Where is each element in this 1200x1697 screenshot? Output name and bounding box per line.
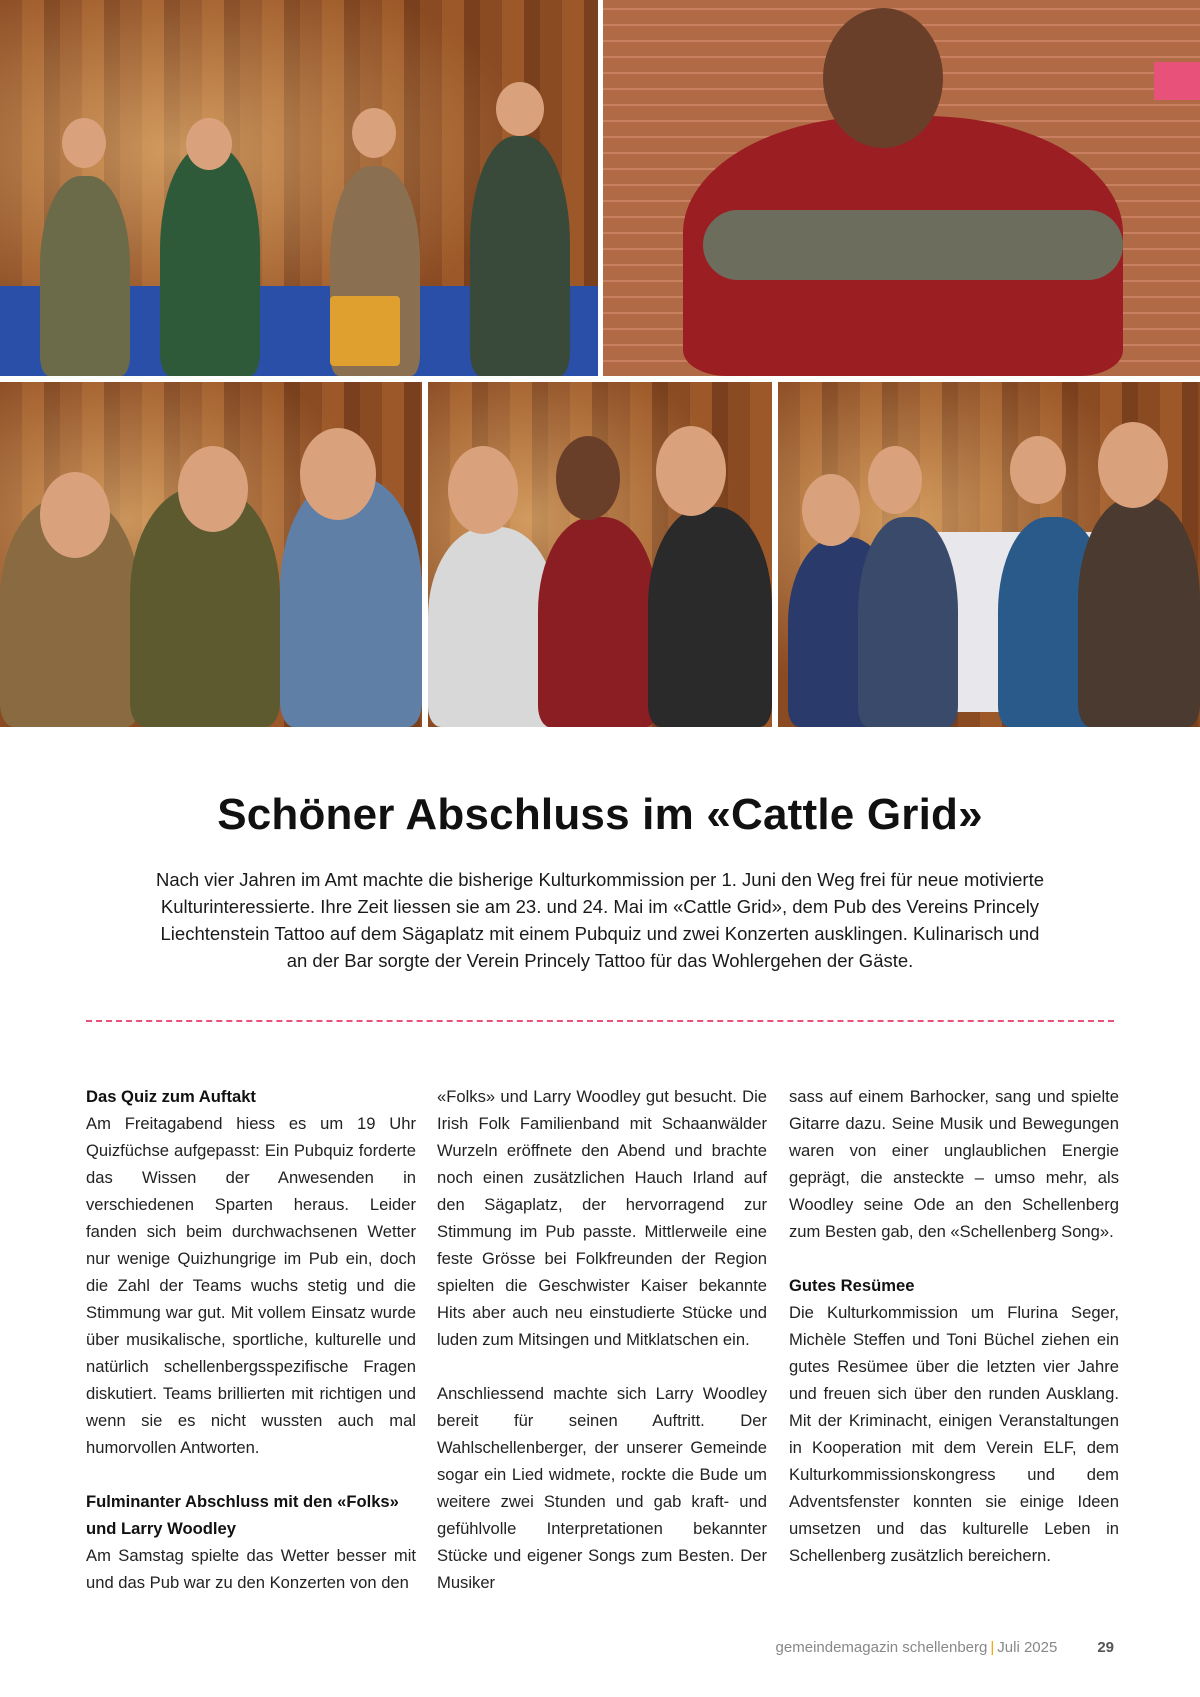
section-text-quiz: Am Freitagabend hiess es um 19 Uhr Quizfüchse aufgepasst: Ein Pubquiz forderte das Wissen der Anwesenden in verschiedenen Sparten heraus. Leider fanden sich beim durchwachsenen Wetter nur wenige Quizhungrige im Pub ein, doch die Zahl der Teams wuchs stetig und die Stimmung war gut. Mit vollem Einsatz wurde über musikalische, sportliche, kulturelle und natürlich schellenbergsspezifische Fragen diskutiert. Teams brillierten mit richtigen und wenn sie es nicht wussten auch mal humorvollen Antworten. (86, 1114, 416, 1457)
section-text-resume: Die Kulturkommission um Flurina Seger, Michèle Steffen und Toni Büchel ziehen ein gutes Resümee über die letzten vier Jahre und freuen sich über den runden Ausklang. Mit der Kriminacht, einigen Veranstaltungen in Kooperation mit dem Verein ELF, dem Kulturkommissionskongress und dem Adventsfenster konnten sie einige Ideen umsetzen und das kulturelle Leben in Schellenberg zusätzlich bereichern. (789, 1303, 1119, 1565)
column-3 (789, 1083, 1119, 1569)
section-text-finale-a: Am Samstag spielte das Wetter besser mit und das Pub war zu den Konzerten von den (86, 1546, 416, 1592)
article-lead: Nach vier Jahren im Amt machte die bisherige Kulturkommission per 1. Juni den Weg frei für neue motivierte Kulturinteressierte. Ihre Zeit liessen sie am 23. und 24. Mai im «Cattle Grid», dem Pub des Vereins Princely Liechtenstein Tattoo auf dem Sägaplatz mit einem Pubquiz und zwei Konzerten ausklingen. Kulinarisch und an der Bar sorgte der Verein Princely Tattoo für das Wohlergehen der Gäste. (155, 869, 1045, 971)
divider (86, 1020, 1114, 1022)
column-2 (437, 1083, 767, 1596)
section-heading-quiz: Das Quiz zum Auftakt (86, 1087, 256, 1106)
footer-separator: | (990, 1639, 995, 1656)
section-text-finale-b-cont: sass auf einem Barhocker, sang und spielte Gitarre dazu. Seine Musik und Bewegungen waren von einer unglaublichen Energie geprägt, die ansteckte – umso mehr, als Woodley seine Ode an den Schellenberg zum Besten gab, den «Schellenberg Song». (789, 1087, 1119, 1241)
photo-band-performance (0, 0, 598, 376)
section-marker-tab (1154, 62, 1200, 100)
photo-three-people (428, 382, 772, 727)
column-1 (86, 1083, 416, 1596)
magazine-name: gemeindemagazin schellenberg (775, 1639, 988, 1656)
photo-larry-woodley (603, 0, 1200, 376)
section-heading-finale: Fulminanter Abschluss mit den «Folks» und Larry Woodley (86, 1492, 399, 1538)
photo-three-guests (0, 382, 422, 727)
page-footer (700, 1639, 1114, 1656)
article-title: Schöner Abschluss im «Cattle Grid» (217, 790, 983, 839)
section-text-finale-b: Anschliessend machte sich Larry Woodley bereit für seinen Auftritt. Der Wahlschellenberger, der unserer Gemeinde sogar ein Lied widmete, rockte die Bude um weitere zwei Stunden und gab kraft- und gefühlvolle Interpretationen bekannter Stücke und eigener Songs zum Besten. Der Musiker (437, 1384, 767, 1592)
page-number: 29 (1097, 1639, 1114, 1656)
section-text-finale-a-cont: «Folks» und Larry Woodley gut besucht. Die Irish Folk Familienband mit Schaanwälder Wurzeln eröffnete den Abend und brachte noch einen zusätzlichen Hauch Irland auf den Sägaplatz, der hervorragend zur Stimmung im Pub passte. Mittlerweile eine feste Grösse bei Folkfreunden der Region spielten die Geschwister Kaiser bekannte Hits aber auch neu einstudierte Stücke und luden zum Mitsingen und Mitklatschen ein. (437, 1087, 767, 1349)
issue-date: Juli 2025 (997, 1639, 1058, 1656)
photo-table-guests (778, 382, 1200, 727)
section-heading-resume: Gutes Resümee (789, 1276, 915, 1295)
